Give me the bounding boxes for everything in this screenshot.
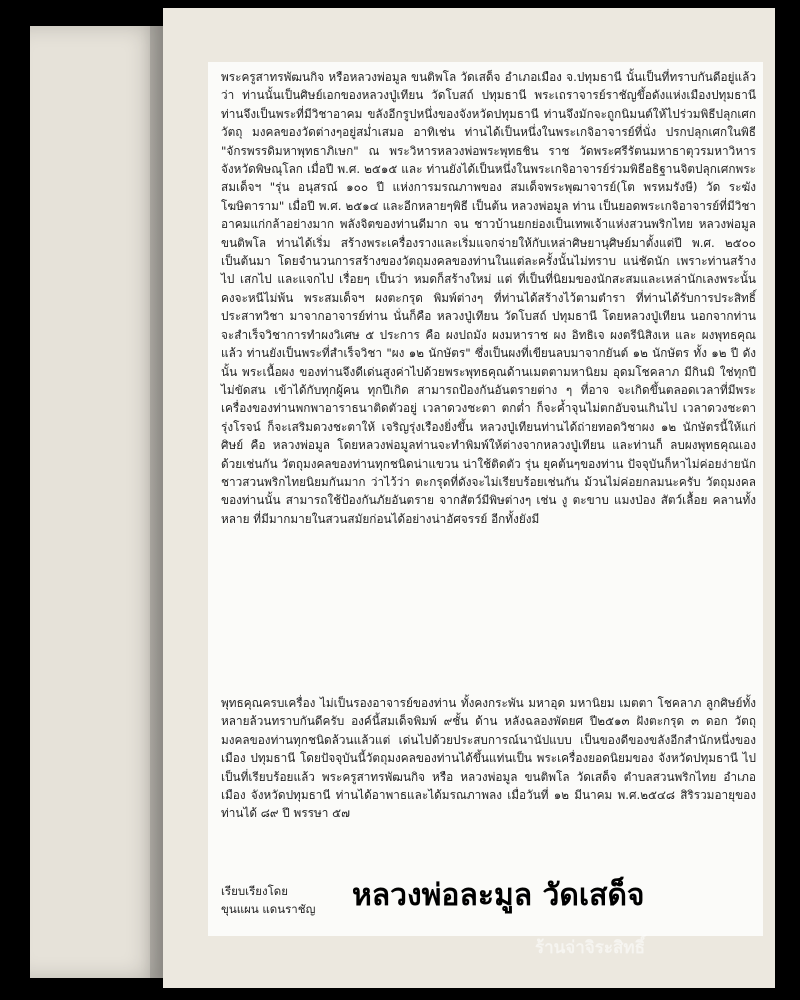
- left-book-page: [30, 26, 165, 978]
- article-paragraph-1: พระครูสาทรพัฒนกิจ หรือหลวงพ่อมูล ขนติพโล วัดเสด็จ อำเภอเมือง จ.ปทุมธานี นั้นเป็นที่ทราบกันดีอยู่แล้วว่า ท่านนั้นเป็นศิษย์เอกของหลวงปู่เทียน วัดโบสถ์ ปทุมธานี พระเถราจารย์ราชัญขึ้อดังแห่งเมืองปทุมธานี ท่านจึงเป็นพระที่มีวิชาอาคม ขลังอีกรูปหนึ่งของจังหวัดปทุมธานี ท่านจึงมักจะถูกนิมนต์ให้ไปร่วมพิธีปลุกเศกวัตถุ มงคลของวัดต่างๆอยู่สม่ำเสมอ อาทิเช่น ท่านได้เป็นหนึ่งในพระเกจิอาจารย์ที่นั่ง ปรกปลุกเศกในพิธี "จักรพรรดิมหาพุทธาภิเษก" ณ พระวิหารหลวงพ่อพระพุทธชิน ราช วัดพระศรีรัตนมหาธาตุวรมหาวิหาร จังหวัดพิษณุโลก เมื่อปี พ.ศ. ๒๕๑๕ และ ท่านยังได้เป็นหนึ่งในพระเกจิอาจารย์ร่วมพิธีอธิฐานจิตปลุกเศกพระสมเด็จฯ "รุ่น อนุสรณ์ ๑๐๐ ปี แห่งการมรณภาพของ สมเด็จพระพุฒาจารย์(โต พรหมรังษี) วัด ระฆังโฆษิตาราม" เมื่อปี พ.ศ. ๒๕๑๔ และอีกหลายๆพิธี เป็นต้น หลวงพ่อมูล ท่าน เป็นยอดพระเกจิอาจารย์ที่มีวิชาอาคมแก่กล้าอย่างมาก พลังจิตของท่านดีมาก จน ชาวบ้านยกย่องเป็นเทพเจ้าแห่งสวนพริกไทย หลวงพ่อมูล ขนติพโล ท่านได้เริ่ม สร้างพระเครื่องรางและเริ่มแจกจ่ายให้กับเหล่าศิษยานุศิษย์มาตั้งแต่ปี พ.ศ. ๒๕๐๐ เป็นต้นมา โดยจำนวนการสร้างของวัตถุมงคลของท่านในแต่ละครั้งนั้นไม่ทราบ แน่ชัดนัก เพราะท่านสร้างไป เสกไป และแจกไป เรื่อยๆ เป็นว่า หมดก็สร้างใหม่ แต่ ที่เป็นที่นิยมของนักสะสมและเหล่านักเลงพระนั้นคงจะหนีไม่พ้น พระสมเด็จฯ ผงตะกรุด พิมพ์ต่างๆ ที่ท่านได้สร้างไว้ตามตำรา ที่ท่านได้รับการประสิทธิ์ประสาทวิชา มาจากอาจารย์ท่าน นั่นก็คือ หลวงปู่เทียน วัดโบสถ์ ปทุมธานี โดยหลวงปู่เทียน นอกจากท่านจะสำเร็จวิชาการทำผงวิเศษ ๕ ประการ คือ ผงปถมัง ผงมหาราช ผง อิทธิเจ ผงตรีนิสิงเห และ ผงพุทธคุณ แล้ว ท่านยังเป็นพระที่สำเร็จวิชา "ผง ๑๒ นักษัตร" ซึ่งเป็นผงที่เขียนลบมาจากยันต์ ๑๒ นักษัตร ทั้ง ๑๒ ปี ดังนั้น พระเนื้อผง ของท่านจึงดีเด่นสูงค่าไปด้วยพระพุทธคุณด้านเมตตามหานิยม อุดมโชคลาภ มีกินมิ ใช่ทุกปี ไม่ขัดสน เข้าได้กับทุกผู้คน ทุกปีเกิด สามารถป้องกันอันตรายต่าง ๆ ที่อาจ จะเกิดขึ้นตลอดเวลาที่มีพระเครื่องของท่านพกพาอาราธนาติดตัวอยู่ เวลาดวงชะตา ตกต่ำ ก็จะค้ำจุนไม่ตกอับจนเกินไป เวลาดวงชะตารุ่งโรจน์ ก็จะเสริมดวงชะตาให้ เจริญรุ่งเรืองยิ่งขึ้น หลวงปู่เทียนท่านได้ถ่ายทอดวิชาผง ๑๒ นักษัตรนี้ให้แก่ศิษย์ คือ หลวงพ่อมูล โดยหลวงพ่อมูลท่านจะทำพิมพ์ให้ต่างจากหลวงปู่เทียน และท่านก็ ลบผงพุทธคุณเองด้วยเช่นกัน วัตถุมงคลของท่านทุกชนิดน่าแขวน น่าใช้ติดตัว รุ่น ยุคต้นๆของท่าน ปัจจุบันก็หาไม่ค่อยง่ายนัก ชาวสวนพริกไทยนิยมกันมาก ว่าไว้ว่า ตะกรุดที่ดังจะไม่เรียบร้อยเช่นกัน ม้วนไม่ค่อยกลมนะครับ วัตถุมงคลของท่านนั้น สามารถใช้ป้องกันภัยอันตราย จากสัตว์มีพิษต่างๆ เช่น งู ตะขาบ แมงป่อง สัตว์เลื้อย คลานทั้งหลาย ที่มีมากมายในสวนสมัยก่อนได้อย่างน่าอัศจรรย์ อีกทั้งยังมี: [221, 70, 756, 526]
- shop-watermark: ร้านจ่าจิระสิทธิ์: [535, 938, 645, 958]
- page-title: หลวงพ่อละมูล วัดเสด็จ: [352, 878, 645, 913]
- credit-label: เรียบเรียงโดย: [221, 884, 288, 898]
- author-credit: [221, 882, 351, 918]
- author-name: ขุนแผน แดนราชัญ: [221, 902, 316, 916]
- article-paragraph-2: พุทธคุณครบเครื่อง ไม่เป็นรองอาจารย์ของท่าน ทั้งคงกระพัน มหาอุด มหานิยม เมตตา โชคลาภ ลูกศิษย์ทั้งหลายล้วนทราบกันดีครับ องค์นี้สมเด็จพิมพ์ ๙ชั้น ด้าน หลังฉลองพัดยศ ปี๒๕๑๓ ฝังตะกรุด ๓ ดอก วัตถุมงคลของท่านทุกชนิดล้วนแล้วแต่ เด่นไปด้วยประสบการณ์นานัปแบบ เป็นของดีของขลังอีกสำนักหนึ่งของเมือง ปทุมธานี โดยปัจจุบันนี้วัตถุมงคลของท่านได้ขึ้นแท่นเป็น พระเครื่องยอดนิยมของ จังหวัดปทุมธานี ไปเป็นที่เรียบร้อยแล้ว พระครูสาทรพัฒนกิจ หรือ หลวงพ่อมูล ขนติพโล วัดเสด็จ ตำบลสวนพริกไทย อำเภอเมือง จังหวัดปทุมธานี ท่านได้อาพาธและได้มรณภาพลง เมื่อวันที่ ๑๒ มีนาคม พ.ศ.๒๕๔๘ สิริรวมอายุของท่านได้ ๘๙ ปี พรรษา ๕๗: [221, 696, 756, 821]
